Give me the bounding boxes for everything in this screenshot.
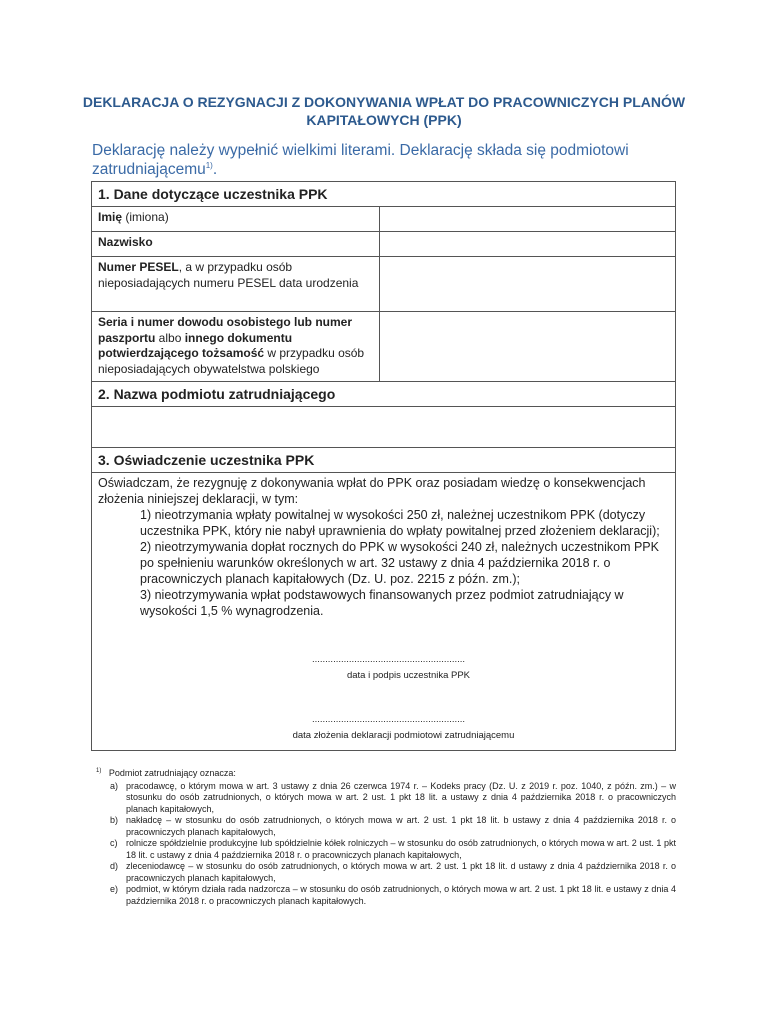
footnote-item-b-letter: b) (110, 815, 119, 825)
footnote-heading (96, 768, 676, 780)
footnote-item-e-text: podmiot, w którym działa rada nadzorcza – w stosunku do osób zatrudnionych, o których mowa w art. 2 ust. 1 pkt 18 lit. e ustawy z dnia 4 października 2018 r. o pracowniczych planach kapitałowych. (126, 884, 676, 906)
footnote-item-b-text: nakładcę – w stosunku do osób zatrudnionych, o których mowa w art. 2 ust. 1 pkt 18 lit. b ustawy z dnia 4 października 2018 r. o pracowniczych planach kapitałowych, (126, 815, 676, 837)
footnote-item-d-text: zleceniodawcę – w stosunku do osób zatrudnionych, o których mowa w art. 2 ust. 1 pkt 18 lit. d ustawy z dnia 4 października 2018 r. o pracowniczych planach kapitałowych, (126, 861, 676, 883)
label-first-name-text: (imiona) (122, 210, 169, 224)
label-first-name (92, 207, 380, 231)
footnote-item-e-letter: e) (110, 884, 119, 894)
intro-suffix: . (212, 161, 218, 178)
signature-participant-dots[interactable]: .......................................................... (311, 654, 466, 665)
statement-item-2: 2) nieotrzymywania dopłat rocznych do PPK w wysokości 240 zł, należnych uczestnikom PPK po spełnieniu warunków określonych w art. 32 ustawy z dnia 4 października 2018 r. o pracowniczych planach kapitałowych (Dz. U. poz. 2215 z późn. zm.); (140, 540, 659, 586)
surname-field[interactable] (380, 232, 675, 256)
row-pesel (92, 257, 675, 312)
declaration-form (91, 181, 676, 751)
row-id-document (92, 312, 675, 382)
footnote-item-a-letter: a) (110, 780, 119, 791)
row-first-name (92, 207, 675, 232)
pesel-field[interactable] (380, 257, 675, 311)
label-id-text-2: w przypadku osób nieposiadających obywatelstwa polskiego (98, 346, 365, 376)
label-id-document (92, 312, 380, 381)
section-1-heading: 1. Dane dotyczące uczestnika PPK (92, 182, 675, 207)
statement-list (140, 507, 668, 619)
footnote-item-e (96, 884, 676, 907)
label-id-bold-1: Seria i numer dowodu osobistego lub numer paszportu (98, 315, 353, 345)
intro-footnote-ref: 1) (205, 160, 213, 170)
footnote-item-a-text: pracodawcę, o którym mowa w art. 3 ustawy z dnia 26 czerwca 1974 r. – Kodeks pracy (Dz. U. z 2019 r. poz. 1040, z późn. zm.) – w stosunku do osób zatrudnionych, o których mowa w art. 2 ust. 1 pkt 18 lit. a ustawy z dnia 4 października 2018 r. o pracowniczych planach kapitałowych, (126, 780, 676, 814)
document-title: DEKLARACJA O REZYGNACJI Z DOKONYWANIA WPŁAT DO PRACOWNICZYCH PLANÓW KAPITAŁOWYCH (PPK) (82, 94, 686, 128)
row-surname (92, 232, 675, 257)
label-pesel-bold: Numer PESEL (98, 260, 179, 274)
label-pesel-text: , a w przypadku osób nieposiadających numeru PESEL data urodzenia (98, 260, 359, 290)
footnote-ref: 1) (96, 768, 102, 774)
footnote-item-d-letter: d) (110, 861, 119, 871)
footnote-title: Podmiot zatrudniający oznacza: (108, 768, 236, 778)
submission-date-label: data złożenia deklaracji podmiotowi zatrudniającemu (292, 730, 515, 741)
id-document-field[interactable] (380, 312, 675, 381)
statement-intro: Oświadczam, że rezygnuję z dokonywania wpłat do PPK oraz posiadam wiedzę o konsekwencjach złożenia niniejszej deklaracji, w tym: (98, 476, 646, 506)
section-2-heading: 2. Nazwa podmiotu zatrudniającego (92, 382, 675, 407)
footnote-item-a (96, 781, 676, 816)
footnote-item-b (96, 815, 676, 838)
label-first-name-bold: Imię (98, 210, 123, 224)
footnote-item-c-text: rolnicze spółdzielnie produkcyjne lub spółdzielnie kółek rolniczych – w stosunku do osób zatrudnionych, o których mowa w art. 2 ust. 1 pkt 18 lit. c ustawy z dnia 4 października 2018 r. o pracowniczych planach kapitałowych, (126, 838, 676, 860)
employer-name-field[interactable] (92, 407, 675, 448)
intro-instruction (92, 141, 692, 179)
statement-item-1: 1) nieotrzymania wpłaty powitalnej w wysokości 250 zł, należnej uczestnikom PPK (dotyczy uczestnika PPK, który nie nabył uprawnienia do wpłaty powitalnej przed złożeniem deklaracji); (140, 508, 660, 538)
signature-submission-date (92, 714, 675, 742)
label-surname (92, 232, 380, 256)
label-id-bold-2: innego dokumentu potwierdzającego tożsamość (98, 330, 293, 360)
footnote-item-c-letter: c) (110, 838, 118, 848)
intro-text: Deklarację należy wypełnić wielkimi literami. Deklarację składa się podmiotowi zatrudniającemu (92, 142, 629, 178)
signature-participant-label: data i podpis uczestnika PPK (346, 670, 471, 681)
signature-participant (92, 654, 675, 682)
label-id-text-1: albo (155, 330, 185, 345)
label-surname-bold: Nazwisko (98, 235, 153, 249)
statement-item-3: 3) nieotrzymywania wpłat podstawowych finansowanych przez podmiot zatrudniający w wysokości 1,5 % wynagrodzenia. (140, 588, 624, 618)
first-name-field[interactable] (380, 207, 675, 231)
footnote-item-d (96, 861, 676, 884)
submission-date-dots[interactable]: .......................................................... (311, 714, 466, 725)
label-pesel (92, 257, 380, 311)
footnote-item-c (96, 838, 676, 861)
section-3-heading: 3. Oświadczenie uczestnika PPK (92, 448, 675, 473)
statement-body (98, 475, 668, 619)
footnote (96, 768, 676, 907)
